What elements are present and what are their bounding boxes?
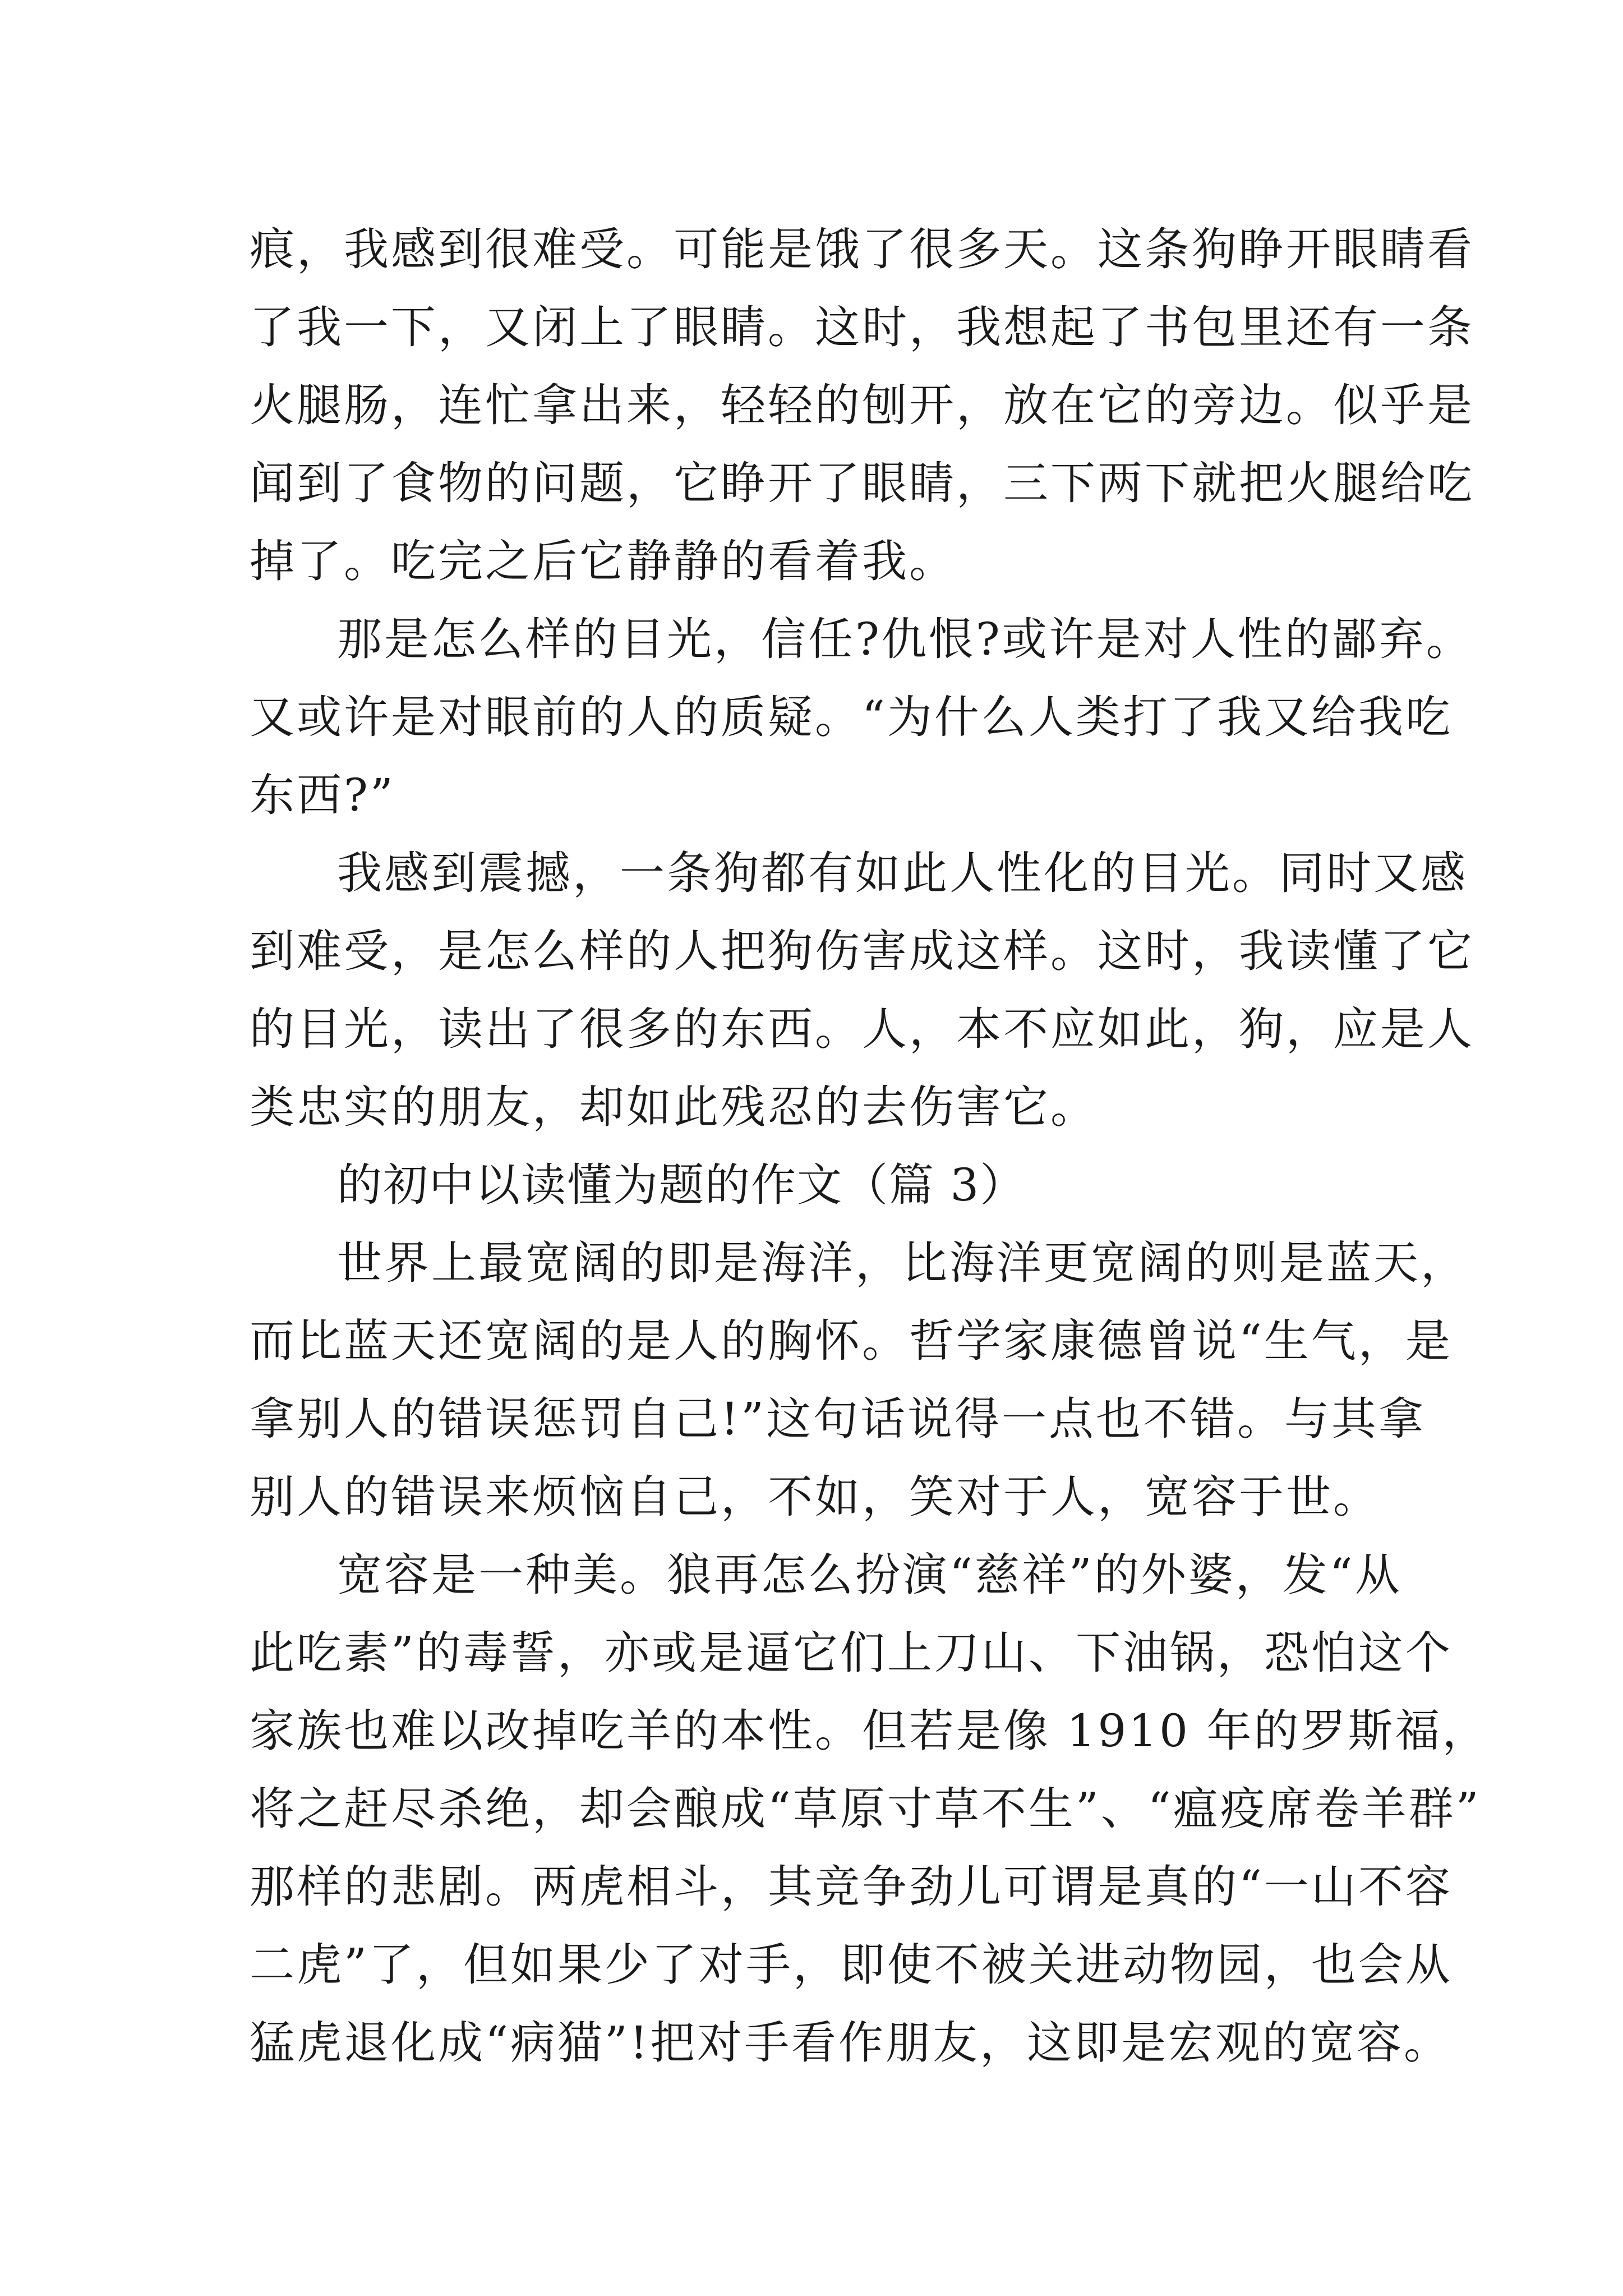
paragraph-start-line: 那是怎么样的目光，信任?仇恨?或许是对人性的鄙弃。 [337,613,1473,665]
text-line: 类忠实的朋友，却如此残忍的去伤害它。 [250,1081,1098,1133]
text-line: 东西?” [250,769,395,821]
text-line: 痕，我感到很难受。可能是饿了很多天。这条狗睁开眼睛看 [250,223,1474,275]
section-heading: 的初中以读懂为题的作文（篇 3） [337,1159,1026,1211]
text-line: 那样的悲剧。两虎相斗，其竞争劲儿可谓是真的“一山不容 [250,1861,1453,1913]
text-line: 此吃素”的毒誓，亦或是逼它们上刀山、下油锅，恐怕这个 [250,1627,1453,1679]
paragraph-start-line: 世界上最宽阔的即是海洋，比海洋更宽阔的则是蓝天， [337,1237,1468,1289]
text-line: 了我一下，又闭上了眼睛。这时，我想起了书包里还有一条 [250,301,1474,353]
text-line: 到难受，是怎么样的人把狗伤害成这样。这时，我读懂了它 [250,925,1474,977]
text-line: 家族也难以改掉吃羊的本性。但若是像 1910 年的罗斯福， [250,1705,1490,1757]
text-line: 猛虎退化成“病猫”!把对手看作朋友，这即是宏观的宽容。 [250,2017,1451,2069]
text-line: 又或许是对眼前的人的质疑。“为什么人类打了我又给我吃 [250,691,1453,743]
text-line: 的目光，读出了很多的东西。人，本不应如此，狗，应是人 [250,1003,1474,1055]
text-line: 别人的错误来烦恼自己，不如，笑对于人，宽容于世。 [250,1471,1380,1523]
text-line: 二虎”了，但如果少了对手，即使不被关进动物园，也会从 [250,1939,1453,1991]
text-line: 将之赶尽杀绝，却会酿成“草原寸草不生”、“瘟疫席卷羊群” [250,1783,1481,1835]
paragraph-start-line: 我感到震撼，一条狗都有如此人性化的目光。同时又感 [337,847,1468,899]
text-line: 闻到了食物的问题，它睁开了眼睛，三下两下就把火腿给吃 [250,457,1474,509]
text-line: 拿别人的错误惩罚自己!”这句话说得一点也不错。与其拿 [250,1393,1426,1445]
text-line: 而比蓝天还宽阔的是人的胸怀。哲学家康德曾说“生气，是 [250,1315,1453,1367]
text-line: 火腿肠，连忙拿出来，轻轻的刨开，放在它的旁边。似乎是 [250,379,1474,431]
paragraph-start-line: 宽容是一种美。狼再怎么扮演“慈祥”的外婆，发“从 [337,1549,1402,1601]
text-line: 掉了。吃完之后它静静的看着我。 [250,535,956,587]
document-body [250,210,1490,2082]
